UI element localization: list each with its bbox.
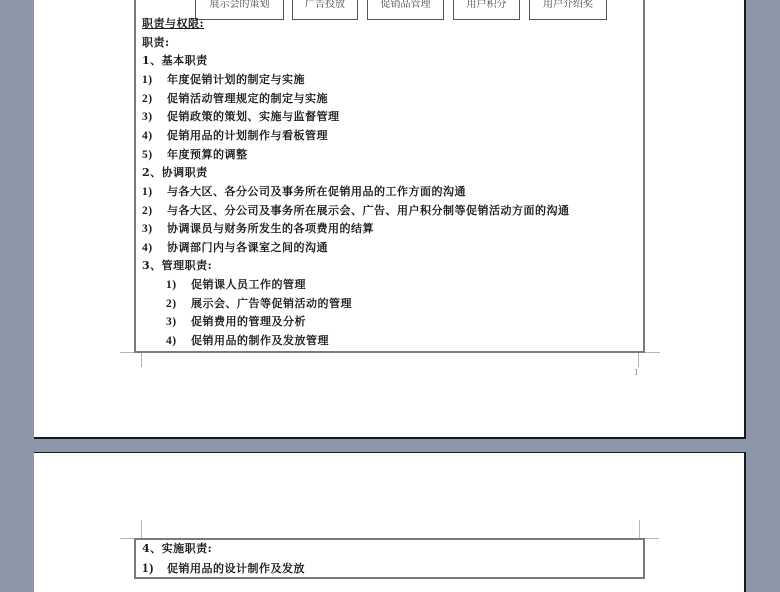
section-title: 3、管理职责: [142, 259, 213, 272]
section-title: 1、基本职责 [142, 54, 208, 67]
crop-mark [639, 520, 640, 538]
list-number: 2) [142, 205, 153, 217]
content-table-cell [134, 0, 645, 353]
list-item [142, 561, 305, 576]
subheading: 职责: [142, 36, 170, 49]
crop-mark [645, 352, 660, 353]
list-text: 促销费用的管理及分析 [191, 315, 306, 328]
list-item [142, 185, 466, 199]
flowchart-box-label: 促销品管理 [380, 0, 431, 10]
list-item [142, 241, 328, 255]
list-text: 与各大区、分公司及事务所在展示会、广告、用户积分制等促销活动方面的沟通 [167, 204, 570, 217]
list-item [142, 73, 305, 87]
crop-mark [141, 520, 142, 538]
flowchart-box-label: 广告投放 [305, 0, 345, 10]
section-title: 2、协调职责 [142, 166, 208, 179]
list-number: 4) [142, 242, 153, 254]
list-number: 4) [142, 130, 153, 142]
page-number: 1 [634, 367, 639, 377]
flowchart-box-exhibition [195, 0, 284, 20]
document-page-2 [34, 452, 746, 592]
list-number: 3) [166, 316, 177, 328]
list-item [142, 204, 570, 218]
list-text: 展示会、广告等促销活动的管理 [191, 297, 352, 310]
crop-mark [120, 352, 134, 353]
list-item [166, 334, 329, 348]
list-item [142, 148, 248, 162]
flowchart-box-advertising [292, 0, 358, 20]
list-number: 1) [142, 560, 154, 575]
flowchart-box-label: 用户介绍奖 [543, 0, 593, 10]
list-number: 2) [142, 93, 153, 105]
list-text: 促销用品的制作及发放管理 [191, 334, 329, 347]
crop-mark [638, 353, 639, 367]
list-item [142, 110, 340, 124]
list-text: 协调部门内与各课室之间的沟通 [167, 241, 328, 254]
section-heading: 职责与权限: [142, 17, 205, 30]
flowchart-box-user-points [453, 0, 520, 20]
list-text: 促销用品的设计制作及发放 [167, 562, 305, 575]
list-item [166, 315, 306, 329]
list-text: 协调课员与财务所发生的各项费用的结算 [167, 222, 374, 235]
content-table-cell [134, 538, 645, 579]
list-text: 与各大区、各分公司及事务所在促销用品的工作方面的沟通 [167, 185, 466, 198]
list-item [166, 278, 306, 292]
list-text: 促销课人员工作的管理 [191, 278, 306, 291]
list-text: 促销活动管理规定的制定与实施 [167, 92, 328, 105]
crop-mark [141, 353, 142, 367]
list-number: 2) [166, 298, 177, 310]
flowchart-box-label: 用户积分 [466, 0, 507, 10]
list-number: 1) [142, 186, 153, 198]
list-item [166, 297, 352, 311]
flowchart-box-referral-reward [529, 0, 607, 20]
list-number: 1) [166, 279, 177, 291]
list-item [142, 92, 328, 106]
list-number: 4) [166, 335, 177, 347]
list-text: 促销用品的计划制作与看板管理 [167, 129, 328, 142]
document-page-1 [34, 0, 746, 439]
list-number: 3) [142, 223, 153, 235]
list-number: 3) [142, 111, 153, 123]
section-title: 4、实施职责: [142, 542, 213, 555]
list-item [142, 129, 328, 143]
list-item [142, 222, 374, 236]
list-number: 1) [142, 74, 153, 86]
flowchart-box-label: 展示会的策划 [209, 0, 270, 10]
flowchart-box-promo-goods [367, 0, 444, 20]
list-text: 年度预算的调整 [167, 148, 248, 161]
list-text: 年度促销计划的制定与实施 [167, 73, 305, 86]
list-number: 5) [142, 149, 153, 161]
list-text: 促销政策的策划、实施与监督管理 [167, 110, 340, 123]
